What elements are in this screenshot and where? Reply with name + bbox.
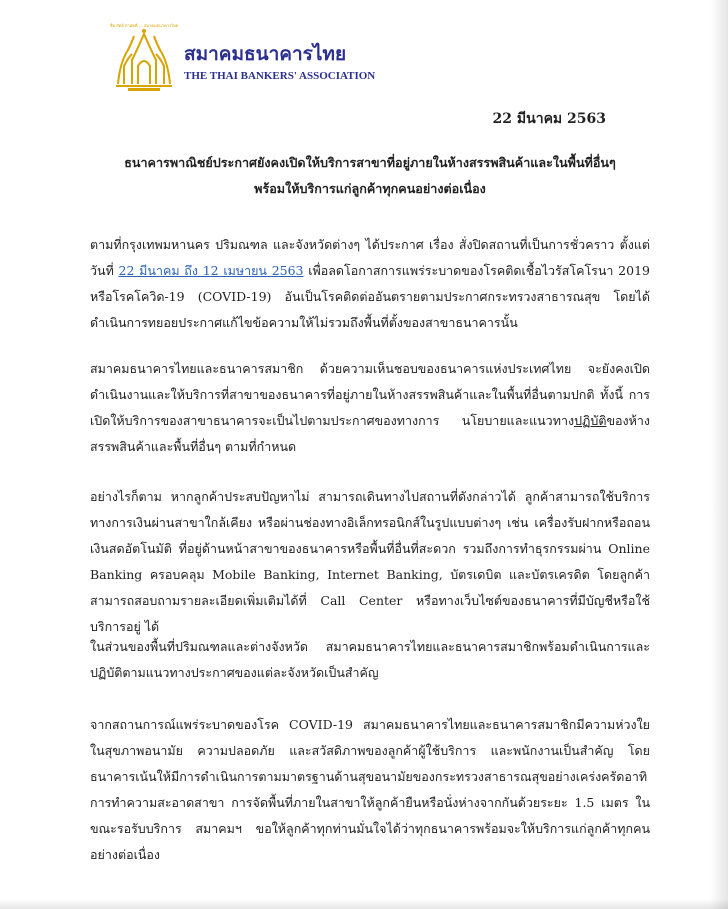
title-line-2: พร้อมให้บริการแก่ลูกค้าทุกคนอย่างต่อเนื่อง [254,181,486,196]
document-date: 22 มีนาคม 2563 [492,111,606,127]
paragraph-5-text: จากสถานการณ์แพร่ระบาดของโรค COVID-19 สมาคมธนาคารไทยและธนาคารสมาชิกมีความห่วงใยในสุขภาพอนามัย ความปลอดภัย และสวัสดิภาพของลูกค้าผู้ใช้บริการ และพนักงานเป็นสำคัญ โดยธนาคารเน้นให้มีการดำเนินการตามมาตรฐานด้านสุขอนามัยของกระทรวงสาธารณสุขอย่างเคร่งครัดอาทิ การทำความสะอาดสาขา การจัดพื้นที่ภายในสาขาให้ลูกค้ายืนหรือนั่งห่างจากกันด้วยระยะ 1.5 เมตร ในขณะรอรับบริการ สมาคมฯ ขอให้ลูกค้าทุกท่านมั่นใจได้ว่าทุกธนาคารพร้อมจะให้บริการแก่ลูกค้าทุกคนอย่างต่อเนื่อง [90,717,650,862]
date-range-link[interactable]: 22 มีนาคม ถึง 12 เมษายน 2563 [118,263,304,278]
paragraph-2-text-b: ของห้างสรรพสินค้าและพื้นที่อื่นๆ ตามที่กำหนด [90,413,650,454]
underlined-word: ปฏิบัติ [574,413,607,428]
logo-arc-text: ชื่อ สัตย์ สามัคคี ... สมาคมธนาคารไทย [109,23,179,28]
paragraph-2 [90,356,650,460]
org-name-english: THE THAI BANKERS' ASSOCIATION [184,70,376,82]
paragraph-1 [90,232,650,336]
paragraph-3 [90,484,650,640]
page-edge-shadow [710,0,728,909]
page-bottom-edge [0,899,728,909]
paragraph-5 [90,712,650,868]
paragraph-4 [90,634,650,686]
paragraph-1-text-b: เพื่อลดโอกาสการแพร่ระบาดของโรคติดเชื้อไวรัสโคโรนา 2019 หรือโรคโควิด-19 (COVID-19) อันเป็นโรคติดต่ออันตรายตามประกาศกระทรวงสาธารณสุข โดยได้ดำเนินการทยอยประกาศแก้ไขข้อความให้ไม่รวมถึงพื้นที่ตั้งของสาขาธนาคารนั้น [90,263,650,330]
paragraph-4-text: ในส่วนของพื้นที่ปริมณฑลและต่างจังหวัด สมาคมธนาคารไทยและธนาคารสมาชิกพร้อมดำเนินการและปฏิบัติตามแนวทางประกาศของแต่ละจังหวัดเป็นสำคัญ [90,639,650,680]
paragraph-1-text-a: ตามที่กรุงเทพมหานคร ปริมณฑล และจังหวัดต่างๆ ได้ประกาศ เรื่อง สั่งปิดสถานที่เป็นการชั่วคราว ตั้งแต่วันที่ [90,237,650,278]
document-title [90,150,650,202]
title-line-1: ธนาคารพาณิชย์ประกาศยังคงเปิดให้บริการสาขาที่อยู่ภายในห้างสรรพสินค้าและในพื้นที่อื่นๆ [124,155,616,170]
paragraph-2-text-a: สมาคมธนาคารไทยและธนาคารสมาชิก ด้วยความเห็นชอบของธนาคารแห่งประเทศไทย จะยังคงเปิดดำเนินงานและให้บริการที่สาขาของธนาคารที่อยู่ภายในห้างสรรพสินค้าและในพื้นที่อื่นตามปกติ ทั้งนี้ การเปิดให้บริการของสาขาธนาคารจะเป็นไปตามประกาศของทางการ นโยบายและแนวทาง [90,361,650,428]
org-name-thai: สมาคมธนาคารไทย [184,43,347,65]
paragraph-3-text: อย่างไรก็ตาม หากลูกค้าประสบปัญหาไม่ สามารถเดินทางไปสถานที่ดังกล่าวได้ ลูกค้าสามารถใช้บริการทางการเงินผ่านสาขาใกล้เคียง หรือผ่านช่องทางอิเล็กทรอนิกส์ในรูปแบบต่างๆ เช่น เครื่องรับฝากหรือถอนเงินสดอัตโนมัติ ที่อยู่ด้านหน้าสาขาของธนาคารหรือพื้นที่อื่นที่สะดวก รวมถึงการทำธุรกรรมผ่าน Online Banking ครอบคลุม Mobile Banking, Internet Banking, บัตรเดบิต และบัตรเครดิต โดยลูกค้าสามารถสอบถามรายละเอียดเพิ่มเติมได้ที่ Call Center หรือทางเว็บไซต์ของธนาคารที่มีบัญชีหรือใช้บริการอยู่ ได้ [90,489,650,634]
letterhead [108,22,438,94]
temple-emblem-icon [108,22,180,94]
